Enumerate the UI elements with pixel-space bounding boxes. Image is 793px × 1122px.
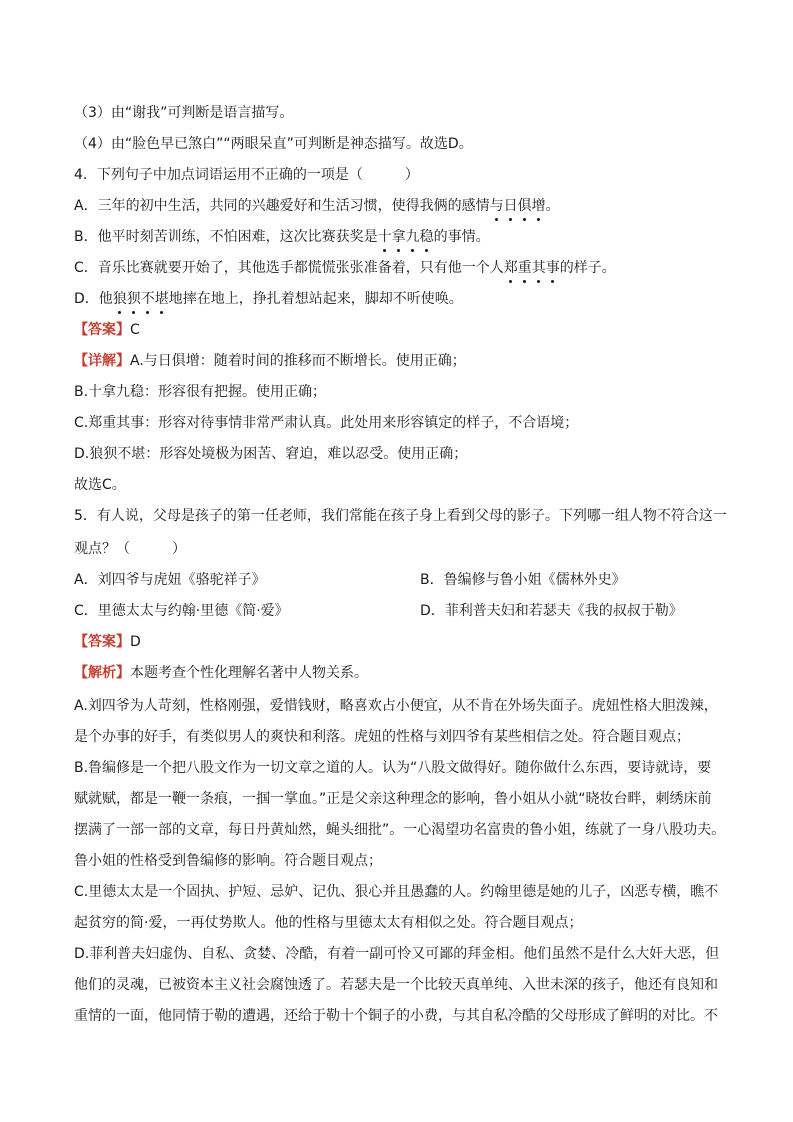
question-4-stem: 4．下列句子中加点词语运用不正确的一项是（ ）: [74, 167, 419, 183]
answer-5: 【答案】D: [74, 634, 141, 650]
analysis-line-4: （4）由“脸色早已煞白”“两眼呆直”可判断是神态描写。故选D。: [74, 136, 473, 152]
analysis-tag: 【解析】: [74, 665, 130, 681]
question-4-option-b: B．他平时刻苦训练，不怕困难，这次比赛获奖是十拿九稳的事情。: [74, 229, 490, 245]
analysis-5-b-3: 摆满了一部一部的文章，每日丹黄灿然，蝇头细批”。一心渴望功名富贵的鲁小姐，练就了一身八股功夫。: [74, 822, 726, 838]
analysis-5-b-1: B.鲁编修是一个把八股文作为一切文章之道的人。认为“八股文做得好。随你做什么东西，要诗就诗，要: [74, 760, 712, 776]
analysis-5-d-1: D.菲利普夫妇虚伪、自私、贪婪、冷酷，有着一副可怜又可鄙的拜金相。他们虽然不是什么大奸大恶，但: [74, 946, 720, 962]
question-5-option-c: C．里德太太与约翰·里德《简·爱》: [74, 603, 289, 619]
answer-tag: 【答案】: [74, 322, 130, 338]
detail-4-conclusion: 故选C。: [74, 477, 126, 493]
detail-4-b: B.十拿九稳：形容很有把握。使用正确；: [74, 384, 327, 400]
dotted-term: 十拿九稳: [377, 229, 434, 245]
answer-tag: 【答案】: [74, 634, 130, 650]
question-5-option-d: D．菲利普夫妇和若瑟夫《我的叔叔于勒》: [420, 603, 683, 619]
detail-4-d: D.狼狈不堪：形容处境极为困苦、窘迫，难以忍受。使用正确；: [74, 446, 468, 462]
question-5-options-ab: [74, 571, 626, 589]
analysis-5-a-1: A.刘四爷为人苛刻，性格刚强，爱惜钱财，略喜欢占小便宜，从不肯在外场失面子。虎妞性格大胆泼辣，: [74, 698, 718, 714]
question-5-options-cd: [74, 602, 683, 620]
analysis-5-d-3: 重情的一面，他同情于勒的遭遇，还给于勒十个铜子的小费，与其自私冷酷的父母形成了鲜明的对比。不: [74, 1008, 718, 1024]
answer-4: 【答案】C: [74, 322, 140, 338]
question-5-stem-cont: 观点？（ ）: [74, 541, 186, 557]
question-5-stem: 5．有人说，父母是孩子的第一任老师，我们常能在孩子身上看到父母的影子。下列哪一组人物不符合这一: [74, 508, 727, 524]
analysis-5-b-2: 赋就赋，都是一鞭一条痕，一掴一掌血。”正是父亲这种理念的影响，鲁小姐从小就“晓妆台畔，刺绣床前: [74, 791, 712, 807]
analysis-5-b-4: 鲁小姐的性格受到鲁编修的影响。符合题目观点；: [74, 853, 382, 869]
dotted-term: 与日俱增: [489, 198, 546, 214]
dotted-term: 郑重其事: [503, 260, 560, 276]
analysis-5-c-1: C.里德太太是一个固执、护短、忌妒、记仇、狠心并且愚蠢的人。约翰里德是她的儿子，凶恶专横，瞧不: [74, 884, 719, 900]
detail-4-a: 【详解】A.与日俱增：随着时间的推移而不断增长。使用正确；: [74, 353, 466, 369]
analysis-5-c-2: 起贫穷的简·爱，一再仗势欺人。他的性格与里德太太有相似之处。符合题目观点；: [74, 915, 583, 931]
dotted-term: 狼狈不堪: [112, 291, 169, 307]
analysis-5-intro: 【解析】本题考查个性化理解名著中人物关系。: [74, 665, 368, 681]
question-4-option-a: A．三年的初中生活，共同的兴趣爱好和生活习惯，使得我俩的感情与日俱增。: [74, 198, 560, 214]
detail-4-c: C.郑重其事：形容对待事情非常严肃认真。此处用来形容镇定的样子，不合语境；: [74, 415, 579, 431]
question-4-option-c: C．音乐比赛就要开始了，其他选手都慌慌张张准备着，只有他一个人郑重其事的样子。: [74, 260, 616, 276]
detail-tag: 【详解】: [74, 353, 130, 369]
analysis-5-d-2: 他们的灵魂，已被资本主义社会腐蚀透了。若瑟夫是一个比较天真单纯、入世未深的孩子，他还有良知和: [74, 977, 718, 993]
analysis-5-a-2: 是个办事的好手，有类似男人的爽快和利落。虎妞的性格与刘四爷有某些相信之处。符合题目观点；: [74, 729, 690, 745]
analysis-line-3: （3）由“谢我”可判断是语言描写。: [74, 105, 294, 121]
question-5-option-a: A．刘四爷与虎妞《骆驼祥子》: [74, 572, 266, 588]
question-4-option-d: D．他狼狈不堪地摔在地上，挣扎着想站起来，脚却不听使唤。: [74, 291, 463, 307]
question-5-option-b: B．鲁编修与鲁小姐《儒林外史》: [420, 572, 626, 588]
